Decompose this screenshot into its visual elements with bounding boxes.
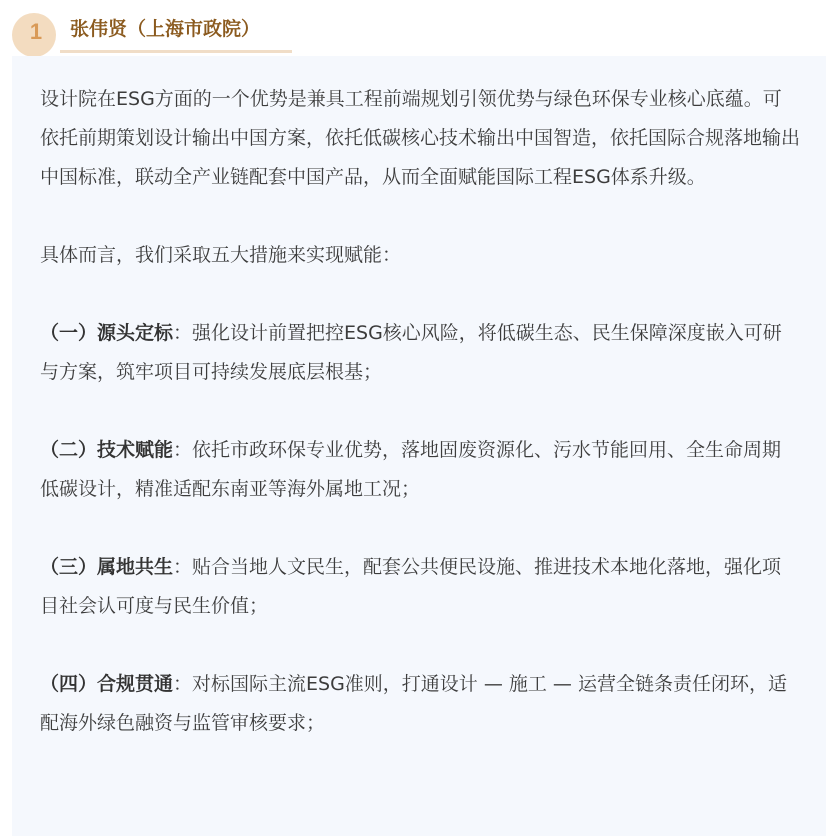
measure-item: [40, 548, 800, 626]
measure-item: [40, 431, 800, 509]
lead-paragraph: 具体而言，我们采取五大措施来实现赋能：: [40, 244, 402, 266]
measure-text: ：强化设计前置把控ESG核心风险，将低碳生态、民生保障深度嵌入可研与方案，筑牢项目可持续发展底层根基；: [40, 322, 782, 383]
measure-label: （二）技术赋能: [40, 439, 174, 461]
article-body: [40, 80, 800, 743]
measure-text: ：对标国际主流ESG准则，打通设计 — 施工 — 运营全链条责任闭环，适配海外绿色融资与监管审核要求；: [40, 673, 787, 734]
measure-item: [40, 314, 800, 392]
speaker-title: 张伟贤（上海市政院）: [70, 18, 261, 40]
measure-label: （四）合规贯通: [40, 673, 174, 695]
intro-paragraph: 设计院在ESG方面的一个优势是兼具工程前端规划引领优势与绿色环保专业核心底蕴。可依托前期策划设计输出中国方案，依托低碳核心技术输出中国智造，依托国际合规落地输出中国标准，联动全产业链配套中国产品，从而全面赋能国际工程ESG体系升级。: [40, 88, 801, 188]
measure-label: （一）源头定标: [40, 322, 174, 344]
measure-label: （三）属地共生: [40, 556, 174, 578]
measure-text: ：贴合当地人文民生，配套公共便民设施、推进技术本地化落地，强化项目社会认可度与民生价值；: [40, 556, 782, 617]
section-header: [0, 0, 838, 56]
badge-number: 1: [29, 19, 43, 44]
measure-text: ：依托市政环保专业优势，落地固废资源化、污水节能回用、全生命周期低碳设计，精准适配东南亚等海外属地工况；: [40, 439, 782, 500]
title-underline: [60, 50, 292, 53]
measure-item: [40, 665, 800, 743]
